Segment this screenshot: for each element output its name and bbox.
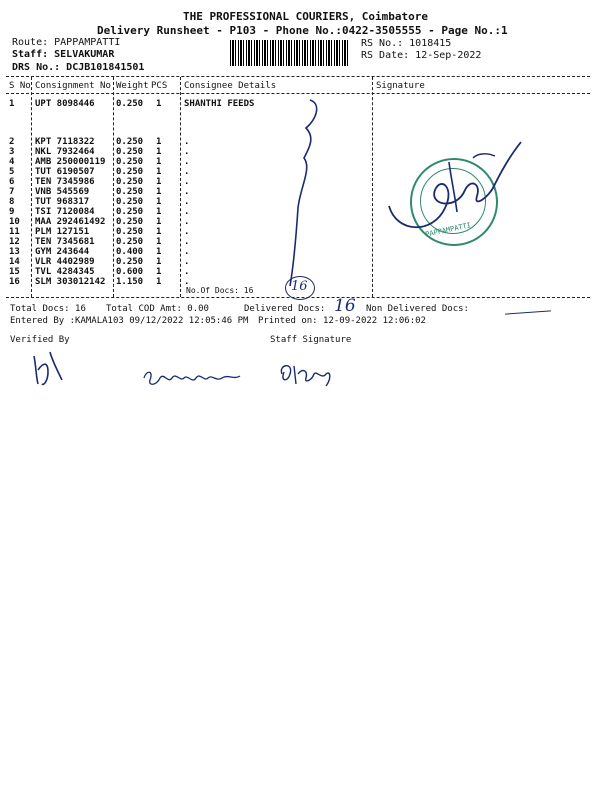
table-header-rule bbox=[6, 93, 590, 94]
row-consignee: . bbox=[184, 137, 190, 147]
row-weight: 0.250 bbox=[116, 197, 144, 207]
row-weight: 0.250 bbox=[116, 227, 144, 237]
row-pcs: 1 bbox=[156, 137, 162, 147]
row-consignment-no: VLR 4402989 bbox=[35, 257, 95, 267]
col-header-signature: Signature bbox=[376, 81, 425, 91]
col-divider bbox=[372, 77, 373, 297]
row-pcs: 1 bbox=[156, 187, 162, 197]
verified-by-label: Verified By bbox=[10, 335, 70, 345]
no-of-docs: No.Of Docs: 16 bbox=[186, 286, 254, 295]
row-consignee: . bbox=[184, 277, 190, 287]
handwritten-dash bbox=[505, 310, 551, 314]
row-consignee: . bbox=[184, 237, 190, 247]
row-sno: 6 bbox=[9, 177, 15, 187]
row-consignment-no: TEN 7345681 bbox=[35, 237, 95, 247]
row-consignment-no: UPT 8098446 bbox=[35, 99, 95, 109]
row-pcs: 1 bbox=[156, 247, 162, 257]
row-consignee: . bbox=[184, 247, 190, 257]
row-sno: 14 bbox=[9, 257, 20, 267]
row-pcs: 1 bbox=[156, 157, 162, 167]
barcode bbox=[230, 40, 350, 66]
row-sno: 11 bbox=[9, 227, 20, 237]
row-consignee: . bbox=[184, 197, 190, 207]
row-weight: 0.250 bbox=[116, 187, 144, 197]
row-consignee: . bbox=[184, 257, 190, 267]
row-consignee: SHANTHI FEEDS bbox=[184, 99, 255, 109]
col-header-sno: S No bbox=[9, 81, 31, 91]
row-pcs: 1 bbox=[156, 147, 162, 157]
recipient-signature bbox=[385, 138, 525, 238]
col-header-consignment: Consignment No bbox=[35, 81, 111, 91]
row-weight: 0.250 bbox=[116, 237, 144, 247]
route-label: Route: PAPPAMPATTI bbox=[12, 37, 121, 48]
row-consignee: . bbox=[184, 267, 190, 277]
company-name: THE PROFESSIONAL COURIERS, Coimbatore bbox=[183, 10, 429, 23]
row-consignment-no: TVL 4284345 bbox=[35, 267, 95, 277]
total-docs: Total Docs: 16 bbox=[10, 304, 86, 314]
row-weight: 0.250 bbox=[116, 257, 144, 267]
col-header-weight: Weight bbox=[116, 81, 149, 91]
stamp-text: PAPPAMPATTI bbox=[424, 221, 472, 239]
row-sno: 10 bbox=[9, 217, 20, 227]
row-sno: 13 bbox=[9, 247, 20, 257]
table-top-rule bbox=[6, 76, 590, 77]
col-divider bbox=[180, 77, 181, 297]
row-weight: 0.250 bbox=[116, 207, 144, 217]
rs-number: RS No.: 1018415 bbox=[361, 38, 452, 49]
row-sno: 3 bbox=[9, 147, 15, 157]
rs-date: RS Date: 12-Sep-2022 bbox=[361, 50, 482, 61]
row-pcs: 1 bbox=[156, 237, 162, 247]
delivered-docs: Delivered Docs: bbox=[244, 304, 326, 314]
handwritten-stroke bbox=[286, 98, 326, 288]
row-pcs: 1 bbox=[156, 217, 162, 227]
row-sno: 16 bbox=[9, 277, 20, 287]
row-weight: 0.250 bbox=[116, 167, 144, 177]
row-pcs: 1 bbox=[156, 99, 162, 109]
row-consignment-no: TSI 7120084 bbox=[35, 207, 95, 217]
staff-signature-label: Staff Signature bbox=[270, 335, 352, 345]
staff-label: Staff: SELVAKUMAR bbox=[12, 49, 115, 60]
handwritten-count: 16 bbox=[291, 279, 308, 294]
row-sno: 5 bbox=[9, 167, 15, 177]
row-consignee: . bbox=[184, 227, 190, 237]
row-consignment-no: TUT 6190507 bbox=[35, 167, 95, 177]
row-sno: 15 bbox=[9, 267, 20, 277]
row-consignee: . bbox=[184, 177, 190, 187]
row-weight: 0.250 bbox=[116, 147, 144, 157]
row-pcs: 1 bbox=[156, 207, 162, 217]
row-pcs: 1 bbox=[156, 227, 162, 237]
non-delivered-docs: Non Delivered Docs: bbox=[366, 304, 469, 314]
row-weight: 0.600 bbox=[116, 267, 144, 277]
row-weight: 0.250 bbox=[116, 217, 144, 227]
runsheet-title: Delivery Runsheet - P103 - Phone No.:0422-3505555 - Page No.:1 bbox=[97, 24, 508, 37]
row-weight: 0.250 bbox=[116, 177, 144, 187]
row-pcs: 1 bbox=[156, 267, 162, 277]
row-weight: 0.250 bbox=[116, 99, 144, 109]
row-pcs: 1 bbox=[156, 277, 162, 287]
row-sno: 8 bbox=[9, 197, 15, 207]
row-sno: 2 bbox=[9, 137, 15, 147]
row-consignee: . bbox=[184, 187, 190, 197]
row-pcs: 1 bbox=[156, 167, 162, 177]
row-consignee: . bbox=[184, 147, 190, 157]
row-sno: 4 bbox=[9, 157, 15, 167]
row-consignee: . bbox=[184, 207, 190, 217]
col-divider bbox=[113, 77, 114, 297]
row-pcs: 1 bbox=[156, 197, 162, 207]
staff-signature-two bbox=[276, 358, 336, 390]
drs-number: DRS No.: DCJB101841501 bbox=[12, 62, 145, 73]
row-consignment-no: PLM 127151 bbox=[35, 227, 90, 237]
row-weight: 0.400 bbox=[116, 247, 144, 257]
total-cod-amount: Total COD Amt: 0.00 bbox=[106, 304, 209, 314]
row-consignment-no: AMB 250000119 bbox=[35, 157, 106, 167]
row-consignment-no: MAA 292461492 bbox=[35, 217, 106, 227]
printed-on: Printed on: 12-09-2022 12:06:02 bbox=[258, 316, 426, 326]
row-pcs: 1 bbox=[156, 177, 162, 187]
row-sno: 9 bbox=[9, 207, 15, 217]
row-consignment-no: TEN 7345986 bbox=[35, 177, 95, 187]
col-header-pcs: PCS bbox=[151, 81, 168, 91]
entered-by: Entered By :KAMALA103 09/12/2022 12:05:46 PM bbox=[10, 316, 249, 326]
row-consignment-no: VNB 545569 bbox=[35, 187, 90, 197]
row-weight: 0.250 bbox=[116, 157, 144, 167]
row-sno: 12 bbox=[9, 237, 20, 247]
row-sno: 1 bbox=[9, 99, 15, 109]
staff-signature-one bbox=[140, 360, 250, 392]
row-consignee: . bbox=[184, 157, 190, 167]
delivered-docs-handwritten: 16 bbox=[334, 296, 356, 316]
verified-by-signature bbox=[28, 346, 68, 386]
row-consignment-no: GYM 243644 bbox=[35, 247, 90, 257]
row-consignment-no: SLM 303012142 bbox=[35, 277, 106, 287]
row-consignment-no: KPT 7118322 bbox=[35, 137, 95, 147]
row-weight: 1.150 bbox=[116, 277, 144, 287]
row-consignee: . bbox=[184, 217, 190, 227]
row-weight: 0.250 bbox=[116, 137, 144, 147]
col-divider bbox=[31, 77, 32, 297]
row-consignment-no: TUT 968317 bbox=[35, 197, 90, 207]
row-pcs: 1 bbox=[156, 257, 162, 267]
row-consignee: . bbox=[184, 167, 190, 177]
row-consignment-no: NKL 7932464 bbox=[35, 147, 95, 157]
col-header-consignee: Consignee Details bbox=[184, 81, 277, 91]
row-sno: 7 bbox=[9, 187, 15, 197]
